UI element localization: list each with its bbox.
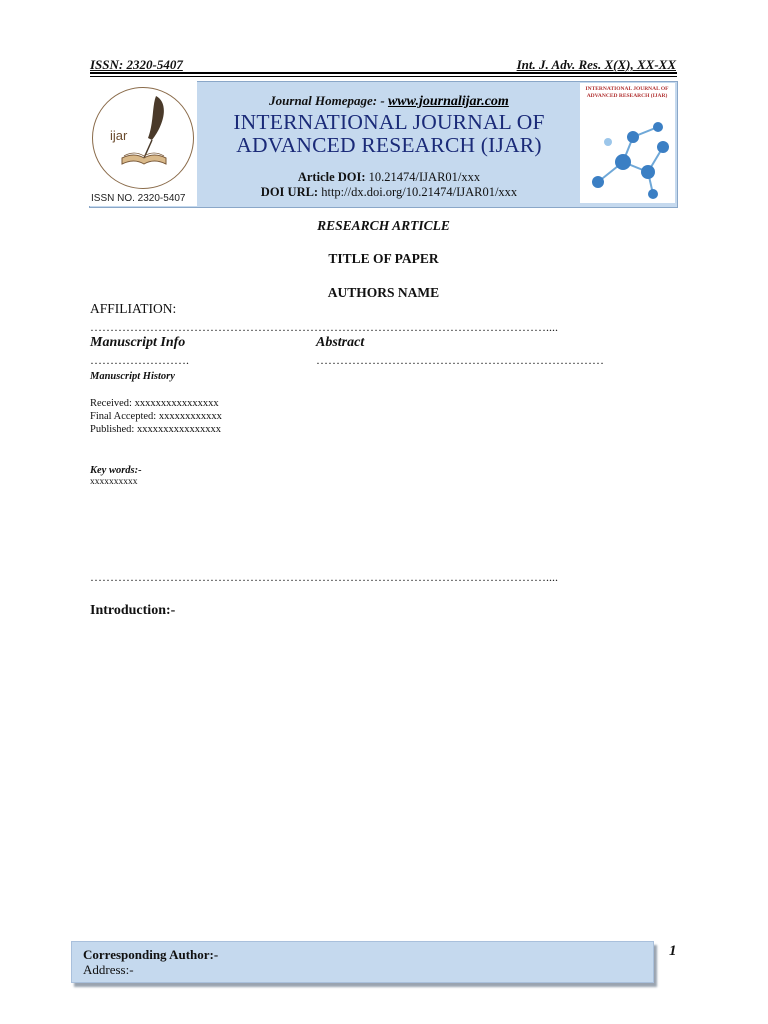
article-doi-value: 10.21474/IJAR01/xxx xyxy=(368,170,481,184)
received-date: Received: xxxxxxxxxxxxxxxx xyxy=(90,398,219,409)
doi-url xyxy=(200,185,578,200)
article-doi-label: Article DOI: xyxy=(297,170,366,184)
affiliation: AFFILIATION: xyxy=(90,301,177,316)
homepage-url-link[interactable]: www.journalijar.com xyxy=(387,94,509,109)
manuscript-info-dots: ……………………. xyxy=(90,353,189,367)
keywords-heading: Key words:- xyxy=(90,465,142,476)
doi-url-value[interactable]: http://dx.doi.org/10.21474/IJAR01/xxx xyxy=(321,185,518,199)
header-rule-thin xyxy=(90,76,677,77)
journal-title-line2: ADVANCED RESEARCH (IJAR) xyxy=(236,133,542,157)
journal-homepage xyxy=(200,93,578,110)
introduction-heading: Introduction:- xyxy=(90,603,176,618)
abstract-dots: ……………………………………………………………… xyxy=(316,353,604,367)
dotted-separator-bottom: …………………………………………………………………………………………………….... xyxy=(90,570,558,584)
authors-name: AUTHORS NAME xyxy=(327,285,440,300)
page-number: 1 xyxy=(669,943,677,959)
running-header-issn: ISSN: 2320-5407 xyxy=(90,57,183,72)
manuscript-info-heading: Manuscript Info xyxy=(90,335,186,350)
header-rule xyxy=(90,72,677,74)
article-doi xyxy=(200,170,578,185)
address-label: Address:- xyxy=(83,962,134,977)
molecule-image xyxy=(583,112,673,202)
keywords-value: xxxxxxxxxx xyxy=(90,477,138,487)
logo-issn: ISSN NO. 2320-5407 xyxy=(91,193,186,204)
logo-text: ijar xyxy=(110,128,128,143)
cover-title: INTERNATIONAL JOURNAL OF ADVANCED RESEARCH (IJAR) xyxy=(585,86,669,99)
paper-title: TITLE OF PAPER xyxy=(328,251,439,266)
published-date: Published: xxxxxxxxxxxxxxxx xyxy=(90,424,221,435)
journal-title-line1: INTERNATIONAL JOURNAL OF xyxy=(233,110,545,134)
homepage-label: Journal Homepage: - xyxy=(269,93,385,108)
article-type: RESEARCH ARTICLE xyxy=(317,218,450,233)
corresponding-author-label: Corresponding Author:- xyxy=(83,947,219,962)
journal-title xyxy=(200,111,578,157)
final-accepted-date: Final Accepted: xxxxxxxxxxxx xyxy=(90,411,222,422)
abstract-heading: Abstract xyxy=(316,335,365,350)
running-header-citation: Int. J. Adv. Res. X(X), XX-XX xyxy=(516,57,676,72)
manuscript-history-heading: Manuscript History xyxy=(90,371,175,382)
dotted-separator-top: …………………………………………………………………………………………………….... xyxy=(90,320,558,334)
doi-url-label: DOI URL: xyxy=(260,185,319,199)
